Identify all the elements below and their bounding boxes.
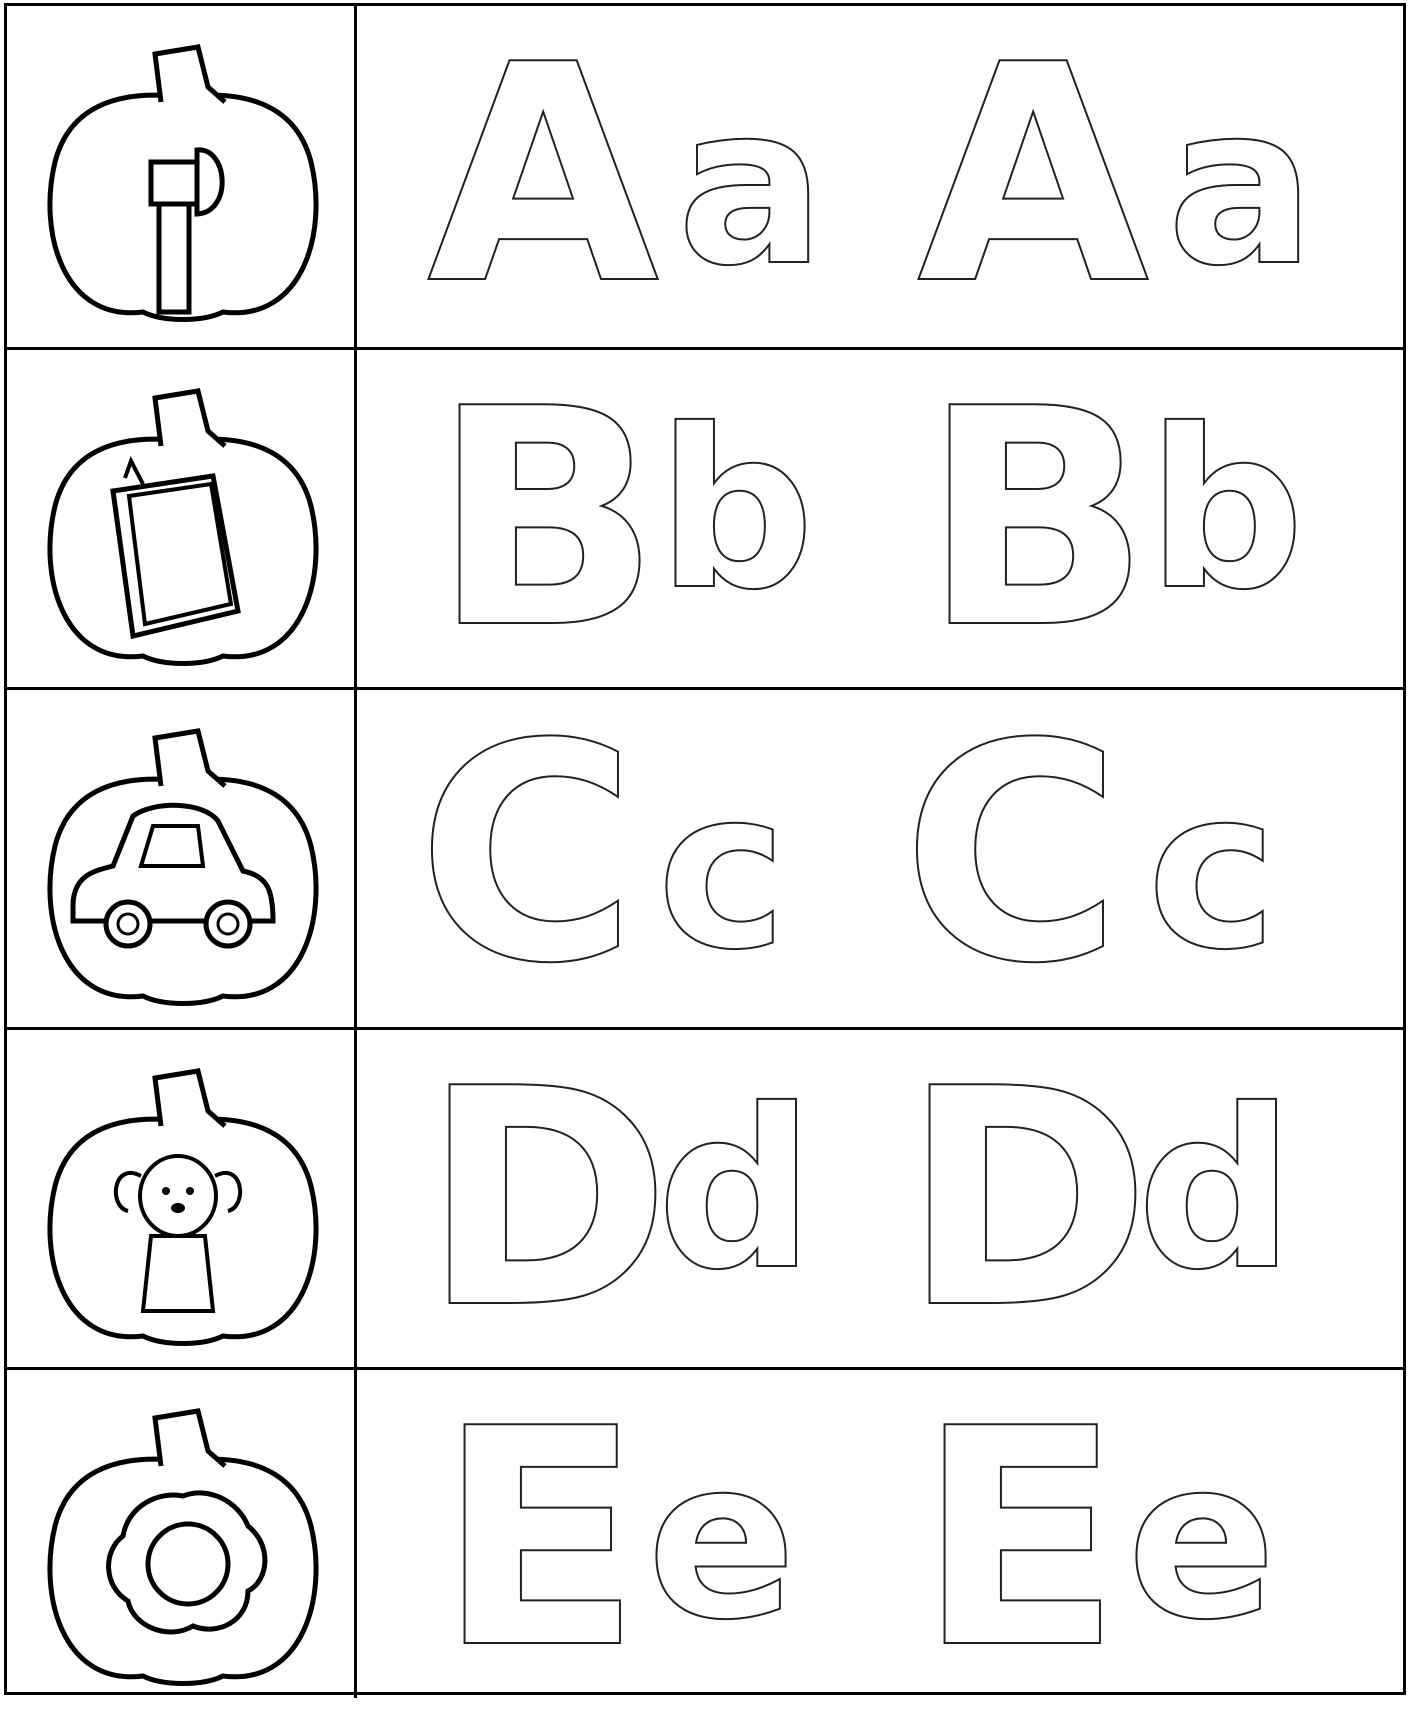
picture-cell [7, 350, 357, 687]
letters-cell [357, 1025, 1403, 1374]
trace-upper: C [902, 680, 1123, 1029]
trace-upper: B [922, 345, 1151, 694]
picture-cell [7, 1370, 357, 1698]
trace-upper: E [917, 1365, 1122, 1714]
trace-upper: A [917, 1, 1150, 350]
letters-cell [357, 1365, 1403, 1714]
letters-cell [357, 1, 1403, 350]
pumpkin-dog-icon [33, 1046, 333, 1356]
row-d [7, 1025, 1403, 1374]
trace-lower: a [1167, 58, 1316, 314]
pumpkin-car-icon [33, 706, 333, 1016]
trace-lower: e [647, 1412, 797, 1668]
trace-lower: c [1147, 742, 1278, 998]
trace-lower: b [657, 382, 815, 638]
row-e [7, 1365, 1403, 1714]
trace-upper: B [432, 345, 661, 694]
trace-lower: a [677, 58, 826, 314]
trace-lower: d [657, 1062, 815, 1318]
picture-cell [7, 6, 357, 347]
trace-lower: c [657, 742, 788, 998]
letters-cell [357, 680, 1403, 1029]
pumpkin-egg-icon [33, 1386, 333, 1696]
trace-lower: b [1147, 382, 1305, 638]
picture-cell [7, 690, 357, 1027]
trace-upper: C [417, 680, 638, 1029]
trace-lower: d [1137, 1062, 1295, 1318]
letters-cell [357, 345, 1403, 694]
row-a [7, 1, 1403, 350]
trace-lower: e [1127, 1412, 1277, 1668]
picture-cell [7, 1030, 357, 1367]
trace-upper: E [437, 1365, 642, 1714]
trace-upper: D [422, 1025, 672, 1374]
row-b [7, 345, 1403, 694]
trace-upper: A [427, 1, 660, 350]
trace-upper: D [902, 1025, 1152, 1374]
tracing-worksheet [4, 1, 1406, 1714]
pumpkin-axe-icon [33, 22, 333, 332]
row-c [7, 680, 1403, 1029]
pumpkin-book-icon [33, 366, 333, 676]
